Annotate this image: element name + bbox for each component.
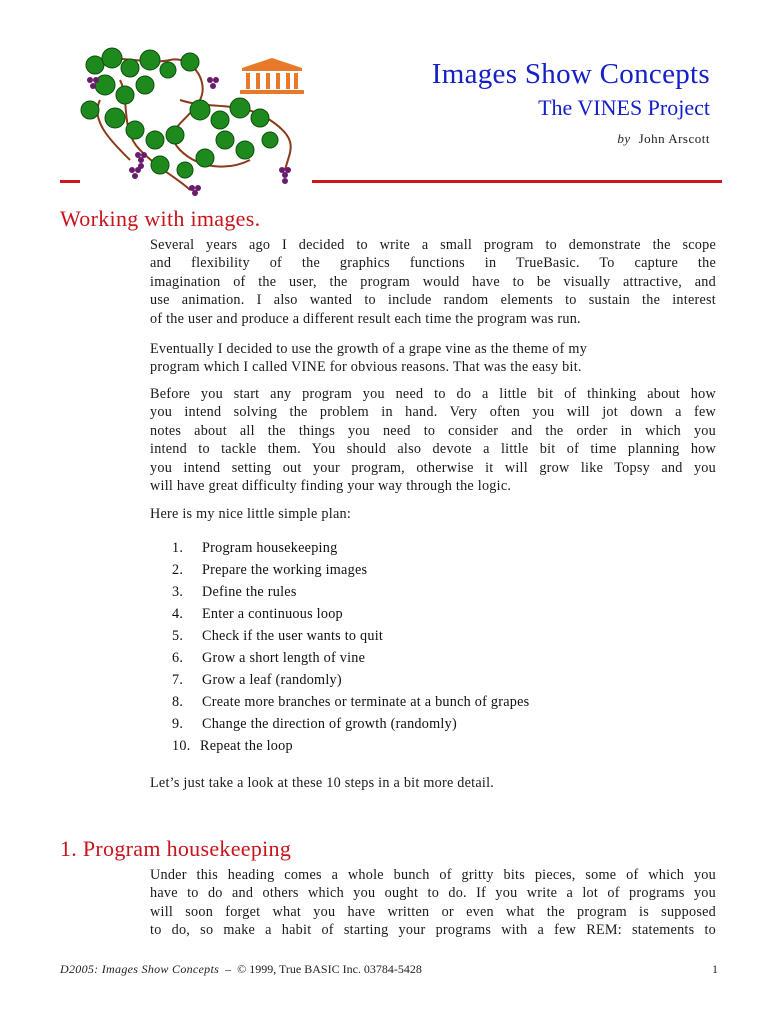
page-subtitle: The VINES Project	[538, 95, 710, 120]
list-item: 8. Create more branches or terminate at a bunch of grapes	[172, 694, 530, 710]
list-item: 4. Enter a continuous loop	[172, 606, 343, 622]
author: John Arscott	[638, 131, 710, 146]
page-number: 1	[712, 962, 718, 976]
list-item: 6. Grow a short length of vine	[172, 650, 366, 666]
page-title: Images Show Concepts	[431, 58, 710, 90]
building-logo-icon	[236, 56, 308, 98]
byline: by John Arscott	[617, 131, 710, 146]
list-item: 10. Repeat the loop	[172, 738, 293, 754]
footer-doc-title: D2005: Images Show Concepts	[60, 962, 220, 976]
steps-outro: Let’s just take a look at these 10 steps in a bit more detail.	[150, 775, 495, 791]
plan-steps-list	[172, 537, 692, 757]
header-rule-left	[60, 180, 80, 183]
section-heading-working-with-images: Working with images.	[60, 206, 261, 231]
paragraph-intro: Several years ago I decided to write a small program to demonstrate the scope and flexibility of the graphics functions in TrueBasic. To capture the imagination of the user, the program would have to be visually attractive, and use animation. I also wanted to include random elements to sustain the interest of the user and produce a different result each time the program was run.	[150, 237, 716, 327]
list-item: 1. Program housekeeping	[172, 540, 338, 556]
plan-intro: Here is my nice little simple plan:	[150, 506, 352, 522]
paragraph-vine-theme: Eventually I decided to use the growth of a grape vine as the theme of my program which I called VINE for obvious reasons. That was the easy bit.	[150, 341, 588, 376]
list-item: 3. Define the rules	[172, 584, 297, 600]
paragraph-planning: Before you start any program you need to do a little bit of thinking about how you intend solving the problem in hand. Very often you will jot down a few notes about all the things you need to consider and the order in which you intend to tackle them. You should also devote a little bit of time planning how you intend setting out your program, otherwise it will grow like Topsy and you will have great difficulty finding your way through the logic.	[150, 386, 716, 495]
section-heading-program-housekeeping: 1. Program housekeeping	[60, 836, 292, 861]
header-rule-right	[312, 180, 722, 183]
paragraph-housekeeping: Under this heading comes a whole bunch of gritty bits pieces, some of which you have to do and others which you ought to do. If you write a lot of programs you will soon forget what you have written or even what the program is supposed to do, so make a habit of starting your programs with a few REM: statements to	[150, 867, 716, 939]
list-item: 5. Check if the user wants to quit	[172, 628, 384, 644]
page-footer: D2005: Images Show Concepts – © 1999, True BASIC Inc. 03784-5428 1	[60, 962, 718, 976]
list-item: 7. Grow a leaf (randomly)	[172, 672, 342, 688]
footer-copyright: © 1999, True BASIC Inc. 03784-5428	[237, 962, 422, 976]
list-item: 2. Prepare the working images	[172, 562, 368, 578]
list-item: 9. Change the direction of growth (randomly)	[172, 716, 457, 732]
